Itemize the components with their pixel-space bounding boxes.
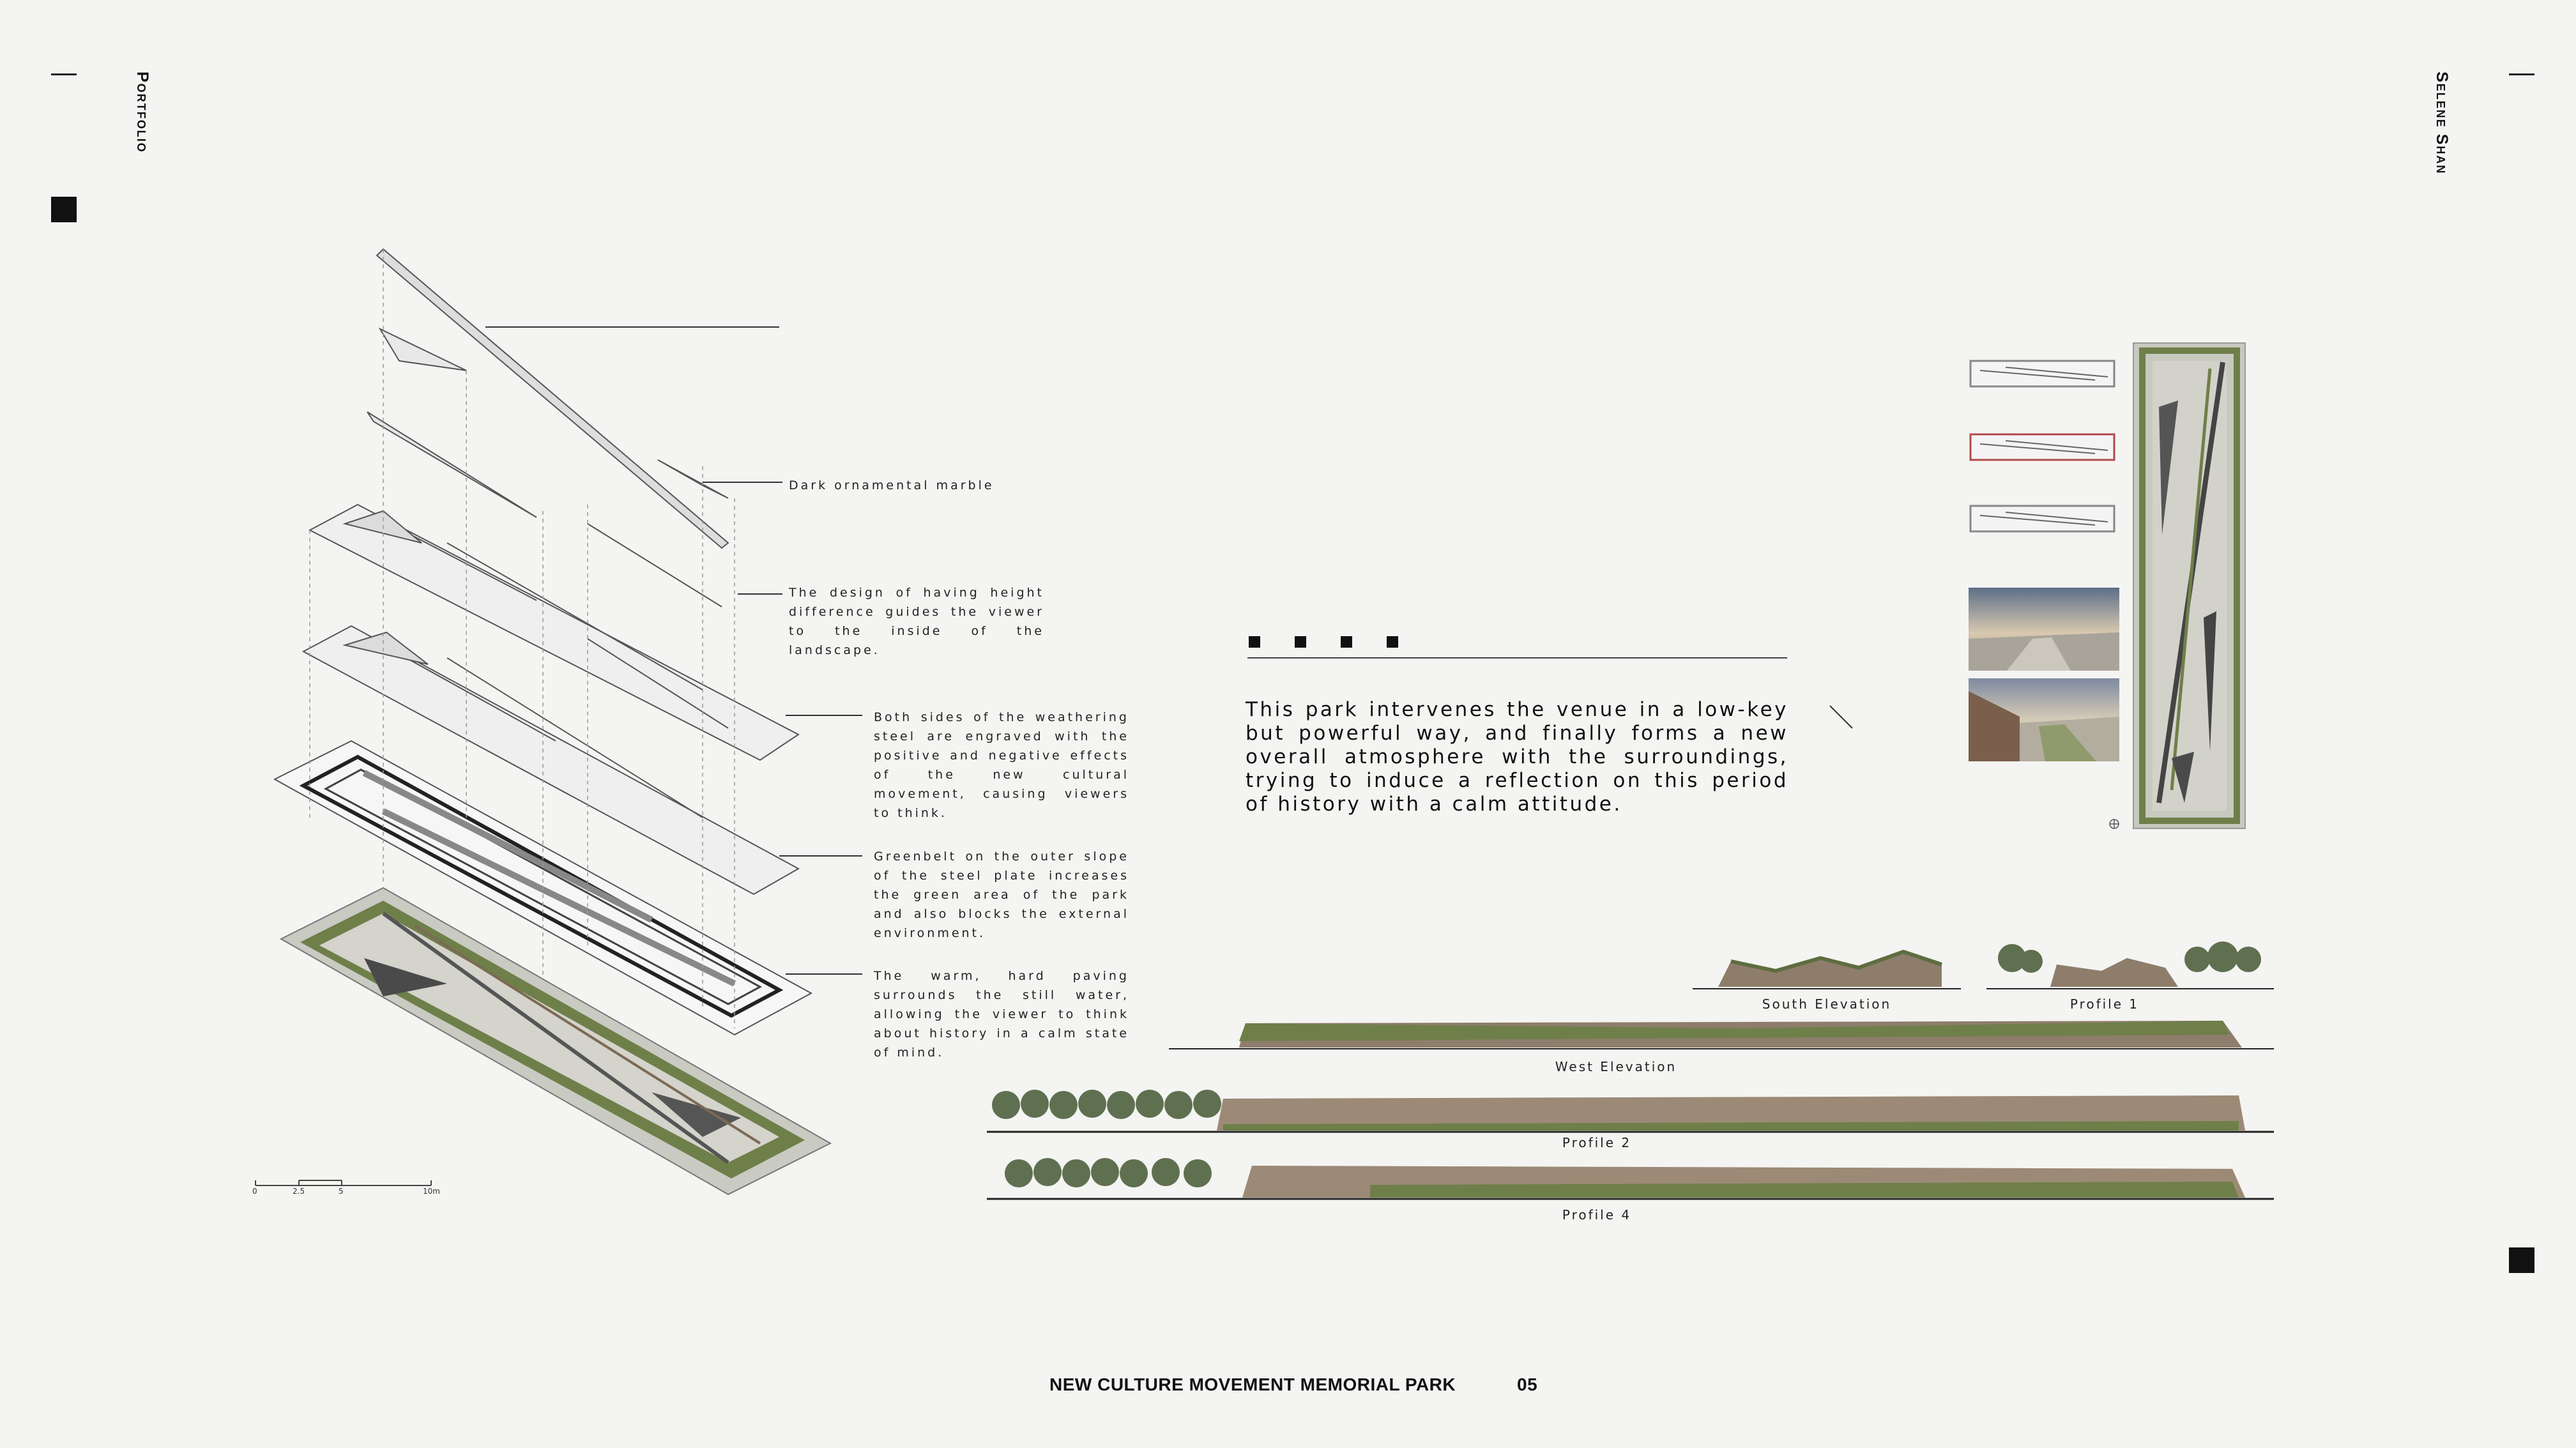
profile-1-caption: Profile 1 xyxy=(2069,996,2140,1012)
annotation-paving: The warm, hard paving surrounds the still water, allowing the viewer to think about history in a calm state of mind. xyxy=(874,969,1129,1060)
project-description: This park intervenes the venue in a low-key but powerful way, and finally forms a new overall atmosphere with the surroundings, trying to induce a reflection on this period of history with a calm attitude. xyxy=(1246,698,1788,816)
scale-bar xyxy=(252,1174,444,1193)
scale-label-10m: 10m xyxy=(423,1187,440,1196)
annotation-marble: Dark ornamental marble xyxy=(789,478,995,492)
render-photo-2 xyxy=(1969,678,2119,761)
profile-2-caption: Profile 2 xyxy=(1562,1135,1632,1150)
scale-label-5: 5 xyxy=(339,1187,344,1196)
bullet-square-1 xyxy=(1249,636,1260,648)
west-elevation-drawing xyxy=(1169,1016,2274,1051)
description-rule xyxy=(1247,657,1787,659)
portfolio-label: Portfolio xyxy=(133,72,151,153)
annotation-weathering-steel: Both sides of the weathering steel are engraved with the positive and negative effects of the new cultural movement, causing viewers to think. xyxy=(874,710,1129,820)
project-title: NEW CULTURE MOVEMENT MEMORIAL PARK xyxy=(1049,1375,1456,1394)
scale-label-0: 0 xyxy=(252,1187,257,1196)
bullet-square-2 xyxy=(1295,636,1306,648)
annotation-height-difference: The design of having height difference guides the viewer to the inside of the landscape. xyxy=(789,586,1044,657)
south-elevation-drawing xyxy=(1693,939,1961,990)
author-name: Selene Shan xyxy=(2433,72,2451,175)
north-arrow-icon xyxy=(2108,818,2121,830)
page-number: 05 xyxy=(1517,1375,1538,1394)
west-elevation-caption: West Elevation xyxy=(1555,1059,1677,1074)
annotation-greenbelt: Greenbelt on the outer slope of the steel plate increases the green area of the park and also blocks the external environment. xyxy=(874,850,1129,940)
profile-2-drawing xyxy=(987,1086,2274,1134)
profile-1-drawing xyxy=(1986,933,2274,990)
site-plan xyxy=(2133,343,2245,828)
plan-thumbnails xyxy=(1967,345,2121,537)
render-photo-1 xyxy=(1969,588,2119,671)
profile-4-drawing xyxy=(987,1153,2274,1201)
scale-label-2-5: 2.5 xyxy=(293,1187,305,1196)
bullet-square-3 xyxy=(1341,636,1352,648)
profile-4-caption: Profile 4 xyxy=(1562,1207,1632,1223)
bullet-square-4 xyxy=(1387,636,1398,648)
south-elevation-caption: South Elevation xyxy=(1762,996,1892,1012)
